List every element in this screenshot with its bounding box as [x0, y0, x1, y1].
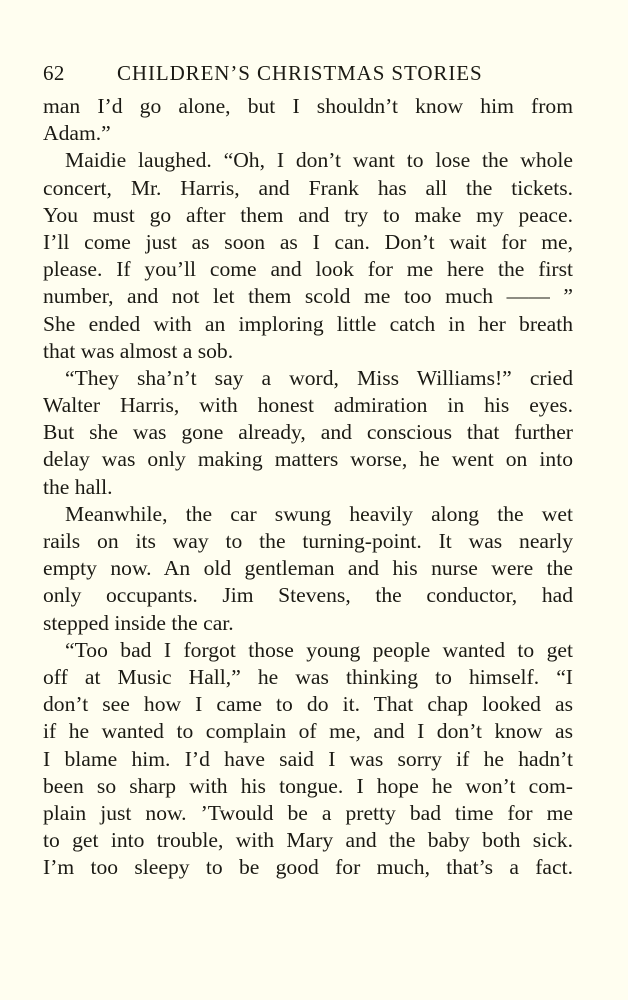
text-line: man I’d go alone, but I shouldn’t know him from — [43, 94, 573, 118]
text-line: been so sharp with his tongue. I hope he won’t com- — [43, 773, 573, 798]
page-number: 62 — [43, 61, 65, 85]
text-line: “They sha’n’t say a word, Miss Williams!” cried — [65, 365, 573, 390]
text-line: don’t see how I came to do it. That chap looked as — [43, 692, 573, 717]
text-line: empty now. An old gentleman and his nurse were the — [43, 556, 573, 581]
text-line: number, and not let them scold me too much —— ” — [43, 284, 573, 309]
text-line: “Too bad I forgot those young people wanted to get — [65, 637, 573, 662]
text-line: You must go after them and try to make my peace. — [43, 202, 573, 227]
text-line: please. If you’ll come and look for me here the first — [43, 257, 573, 282]
text-line: only occupants. Jim Stevens, the conductor, had — [43, 583, 573, 608]
text-line: to get into trouble, with Mary and the baby both sick. — [43, 828, 573, 853]
text-line: She ended with an imploring little catch in her breath — [43, 311, 573, 336]
text-line: Walter Harris, with honest admiration in his eyes. — [43, 393, 573, 418]
text-line: I blame him. I’d have said I was sorry if he hadn’t — [43, 746, 573, 771]
text-line: plain just now. ’Twould be a pretty bad time for me — [43, 800, 573, 825]
text-line: I’ll come just as soon as I can. Don’t wait for me, — [43, 229, 573, 254]
text-line: that was almost a sob. — [43, 338, 234, 363]
running-head — [43, 58, 588, 88]
text-line: Meanwhile, the car swung heavily along the wet — [65, 501, 573, 526]
text-line: off at Music Hall,” he was thinking to himself. “I — [43, 664, 573, 689]
text-line: the hall. — [43, 474, 113, 499]
text-line: Adam.” — [43, 121, 111, 146]
text-line: I’m too sleepy to be good for much, that’s a fact. — [43, 855, 573, 880]
text-line: delay was only making matters worse, he went on into — [43, 447, 573, 472]
text-line: But she was gone already, and conscious that further — [43, 420, 573, 445]
text-line: Maidie laughed. “Oh, I don’t want to lose the whole — [65, 148, 573, 173]
text-line: rails on its way to the turning-point. It was nearly — [43, 529, 573, 553]
body-text — [43, 93, 573, 881]
text-line: concert, Mr. Harris, and Frank has all the tickets. — [43, 175, 573, 200]
text-line: if he wanted to complain of me, and I don’t know as — [43, 719, 573, 744]
text-line: stepped inside the car. — [43, 610, 234, 635]
book-title: CHILDREN’S CHRISTMAS STORIES — [117, 61, 483, 85]
